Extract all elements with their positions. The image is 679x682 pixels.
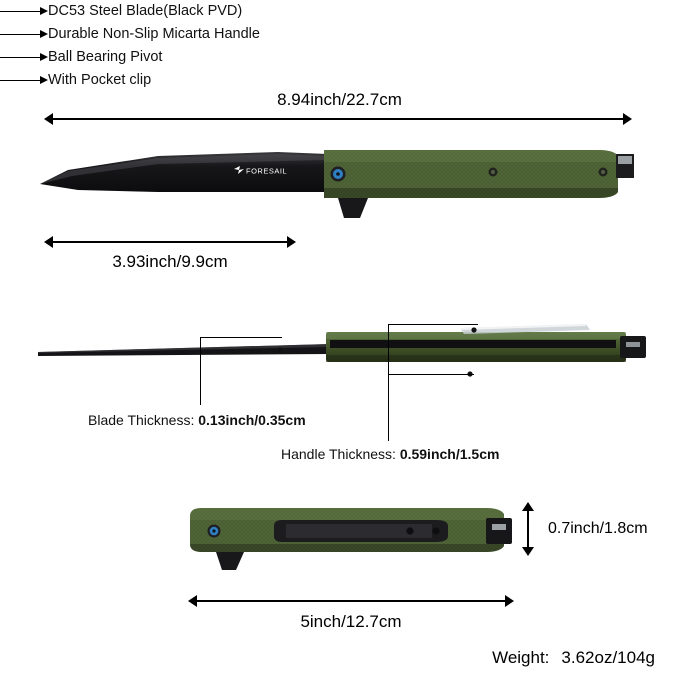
feature-list <box>0 0 420 92</box>
feature-label: DC53 Steel Blade(Black PVD) <box>48 3 243 19</box>
feature-label: With Pocket clip <box>48 72 152 88</box>
closed-length-dimension <box>188 595 514 607</box>
handle-height-label: 0.7inch/1.8cm <box>548 520 648 537</box>
weight-label: Weight: <box>492 648 550 667</box>
blade-thickness-value: 0.13inch/0.35cm <box>198 412 306 428</box>
handle-thickness-leader-vertical <box>388 324 389 441</box>
feature-item <box>0 23 420 45</box>
handle-thickness-label: Handle Thickness: <box>281 446 396 462</box>
arrow-icon <box>0 6 48 17</box>
blade-length-dimension <box>44 236 296 248</box>
blade-length-label: 3.93inch/9.9cm <box>112 252 228 271</box>
feature-item <box>0 0 420 22</box>
handle-thickness-leader-top <box>388 324 478 325</box>
blade-thickness-callout <box>88 412 306 428</box>
blade-thickness-leader-horizontal <box>200 337 282 338</box>
weight-line <box>492 648 655 668</box>
handle-thickness-value: 0.59inch/1.5cm <box>399 446 500 462</box>
knife-closed-illustration <box>186 500 516 580</box>
blade-thickness-leader-vertical <box>200 337 201 405</box>
knife-edge-view-illustration <box>30 310 650 390</box>
feature-label: Ball Bearing Pivot <box>48 49 163 65</box>
arrow-icon <box>0 75 48 86</box>
handle-thickness-leader-bottom <box>388 374 474 375</box>
knife-open-illustration <box>38 138 638 230</box>
arrow-icon <box>0 52 48 63</box>
feature-label: Durable Non-Slip Micarta Handle <box>48 26 260 42</box>
blade-thickness-label: Blade Thickness: <box>88 412 195 428</box>
weight-value: 3.62oz/104g <box>561 648 655 667</box>
handle-thickness-callout <box>281 446 499 462</box>
arrow-icon <box>0 29 48 40</box>
handle-height-dimension <box>522 502 534 556</box>
closed-length-label: 5inch/12.7cm <box>300 612 402 631</box>
feature-item <box>0 46 420 68</box>
svg-text:FORESAIL: FORESAIL <box>246 166 288 176</box>
overall-length-dimension <box>44 113 632 125</box>
feature-item <box>0 69 420 91</box>
overall-length-label: 8.94inch/22.7cm <box>277 90 402 109</box>
